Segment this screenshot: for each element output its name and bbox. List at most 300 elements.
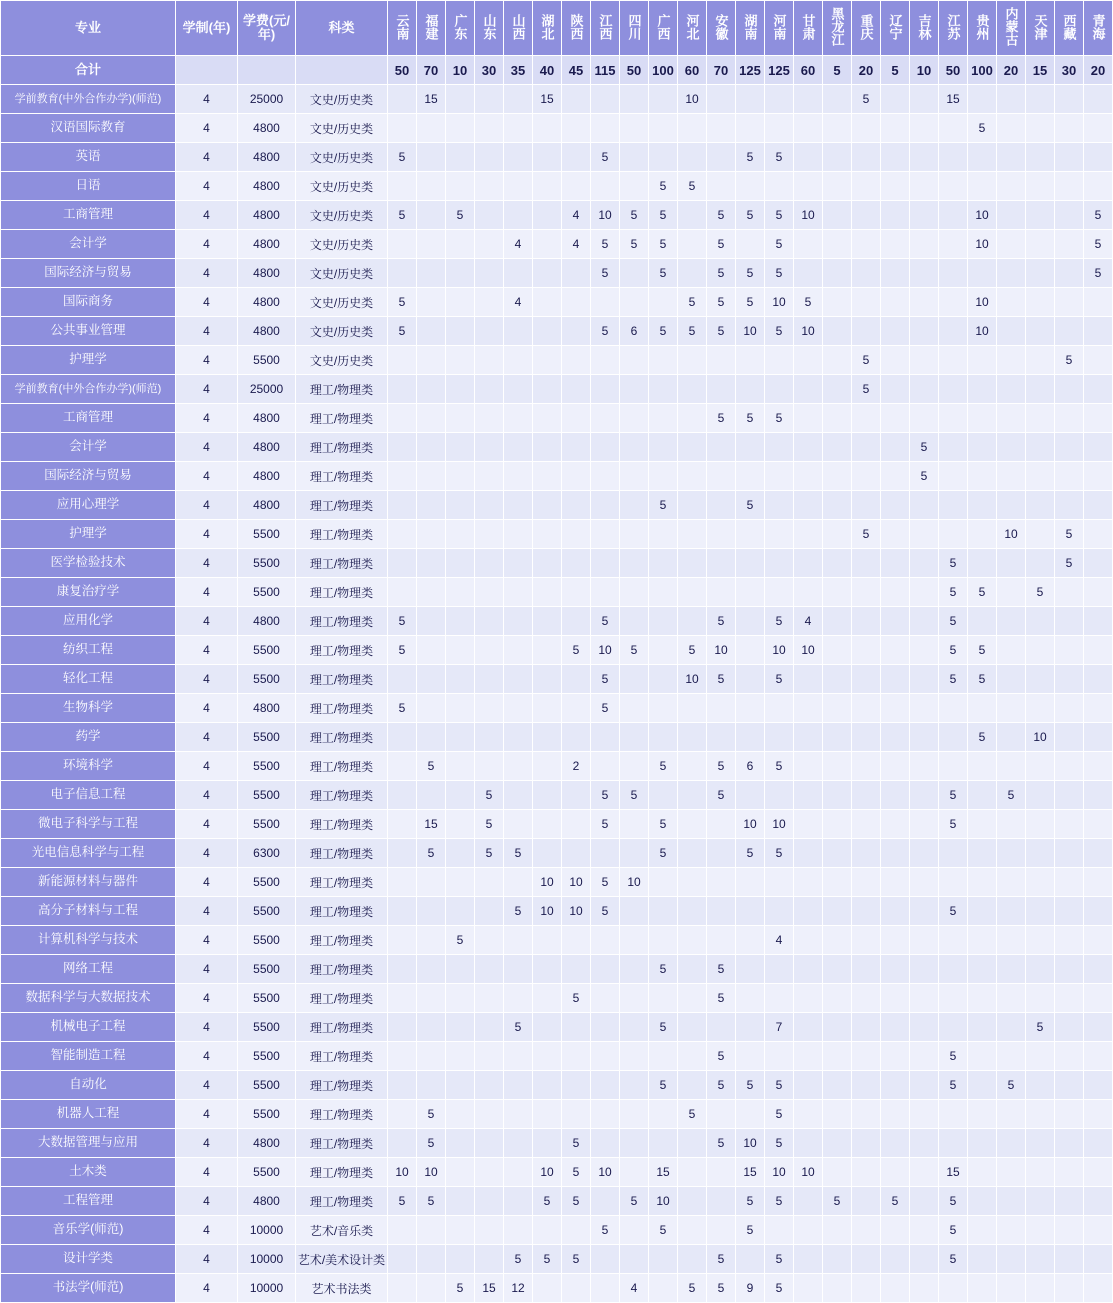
quota-cell [765,520,794,549]
quota-cell [649,868,678,897]
quota-cell [968,491,997,520]
quota-cell [678,375,707,404]
quota-cell [939,520,968,549]
quota-cell [562,839,591,868]
quota-cell: 5 [736,839,765,868]
quota-cell [591,723,620,752]
quota-cell [1055,288,1084,317]
quota-cell [823,723,852,752]
major-name-cell: 机械电子工程 [1,1013,176,1042]
quota-cell: 5 [736,259,765,288]
category-cell: 艺术书法类 [296,1274,388,1303]
quota-cell [997,433,1026,462]
fee-cell: 5500 [238,636,296,665]
quota-cell [417,578,446,607]
quota-cell [707,433,736,462]
quota-cell [794,259,823,288]
quota-cell [446,114,475,143]
quota-cell [533,230,562,259]
header-province: 河北 [678,1,707,56]
quota-cell [591,1245,620,1274]
quota-cell [823,578,852,607]
quota-cell: 5 [591,868,620,897]
quota-cell [852,1216,881,1245]
quota-cell [1026,143,1055,172]
fee-cell: 5500 [238,1071,296,1100]
quota-cell [678,1071,707,1100]
quota-cell: 10 [649,1187,678,1216]
header-province: 福建 [417,1,446,56]
quota-cell [446,1158,475,1187]
quota-cell [1026,259,1055,288]
quota-cell [736,665,765,694]
quota-cell [881,114,910,143]
quota-cell [678,897,707,926]
quota-cell [417,1216,446,1245]
quota-cell: 5 [939,781,968,810]
quota-cell [504,172,533,201]
quota-cell [620,926,649,955]
table-row [1,288,1113,317]
quota-cell [533,549,562,578]
quota-cell: 5 [388,201,417,230]
quota-cell [852,868,881,897]
quota-cell [417,723,446,752]
quota-cell [446,984,475,1013]
quota-cell [649,1274,678,1303]
quota-cell [475,346,504,375]
table-row [1,926,1113,955]
quota-cell [649,694,678,723]
quota-cell [794,172,823,201]
quota-cell [417,172,446,201]
quota-cell [620,1013,649,1042]
quota-cell: 5 [504,897,533,926]
quota-cell [852,752,881,781]
quota-cell [881,1129,910,1158]
table-row [1,752,1113,781]
quota-cell: 5 [707,607,736,636]
quota-cell [533,1013,562,1042]
quota-cell [475,259,504,288]
years-cell: 4 [176,723,238,752]
quota-cell [1084,288,1113,317]
years-cell: 4 [176,984,238,1013]
quota-cell [736,694,765,723]
fee-cell: 4800 [238,607,296,636]
quota-cell [1084,723,1113,752]
quota-cell [649,607,678,636]
major-name-cell: 应用心理学 [1,491,176,520]
quota-cell [939,1013,968,1042]
quota-cell: 5 [475,781,504,810]
table-row [1,375,1113,404]
quota-cell: 5 [504,839,533,868]
quota-cell [852,1158,881,1187]
quota-cell [997,868,1026,897]
header-row [1,1,1113,56]
quota-cell [1026,1274,1055,1303]
quota-cell: 10 [736,810,765,839]
quota-cell: 5 [736,404,765,433]
fee-cell: 5500 [238,955,296,984]
quota-cell: 15 [417,810,446,839]
quota-cell: 5 [533,1187,562,1216]
quota-cell [707,723,736,752]
quota-cell [823,926,852,955]
table-row [1,230,1113,259]
quota-cell [881,1274,910,1303]
quota-cell: 15 [649,1158,678,1187]
quota-cell [939,752,968,781]
quota-cell [562,1071,591,1100]
quota-cell [475,694,504,723]
quota-cell [910,723,939,752]
quota-cell [852,1245,881,1274]
quota-cell [591,839,620,868]
quota-cell: 5 [649,317,678,346]
fee-cell: 4800 [238,201,296,230]
quota-cell: 5 [417,839,446,868]
quota-cell [475,984,504,1013]
quota-cell [823,1158,852,1187]
quota-cell [620,520,649,549]
quota-cell [997,172,1026,201]
quota-cell [707,1013,736,1042]
quota-cell [823,984,852,1013]
total-value-cell: 50 [388,56,417,85]
header-province: 湖北 [533,1,562,56]
quota-cell [533,578,562,607]
quota-cell [968,839,997,868]
quota-cell [446,607,475,636]
quota-cell [707,868,736,897]
table-row [1,114,1113,143]
category-cell: 理工/物理类 [296,578,388,607]
category-cell: 理工/物理类 [296,665,388,694]
quota-cell [1055,694,1084,723]
quota-cell [823,317,852,346]
quota-cell [562,114,591,143]
quota-cell [388,665,417,694]
quota-cell [388,1100,417,1129]
quota-cell [736,346,765,375]
quota-cell [881,607,910,636]
quota-cell [910,1158,939,1187]
quota-cell [852,781,881,810]
quota-cell [475,1100,504,1129]
quota-cell [475,1158,504,1187]
quota-cell [968,259,997,288]
quota-cell [794,955,823,984]
years-cell: 4 [176,694,238,723]
quota-cell [591,984,620,1013]
quota-cell [1026,375,1055,404]
quota-cell [620,1100,649,1129]
quota-cell [475,143,504,172]
quota-cell [620,607,649,636]
quota-cell [997,636,1026,665]
quota-cell [504,375,533,404]
major-name-cell: 公共事业管理 [1,317,176,346]
quota-cell: 10 [591,201,620,230]
quota-cell [997,143,1026,172]
quota-cell [562,955,591,984]
quota-cell [997,1042,1026,1071]
major-name-cell: 康复治疗学 [1,578,176,607]
quota-cell: 5 [591,694,620,723]
quota-cell [620,578,649,607]
quota-cell [562,404,591,433]
quota-cell [997,317,1026,346]
quota-cell [446,1100,475,1129]
quota-cell: 10 [1026,723,1055,752]
quota-cell [475,926,504,955]
quota-cell [678,462,707,491]
category-cell: 文史/历史类 [296,288,388,317]
table-row [1,897,1113,926]
quota-cell [620,694,649,723]
quota-cell [997,665,1026,694]
quota-cell [968,1245,997,1274]
quota-cell [678,984,707,1013]
quota-cell [446,1129,475,1158]
quota-cell [939,1100,968,1129]
total-value-cell: 45 [562,56,591,85]
quota-cell [736,984,765,1013]
quota-cell [591,85,620,114]
quota-cell [1084,1187,1113,1216]
fee-cell: 5500 [238,926,296,955]
quota-cell [649,926,678,955]
fee-cell: 5500 [238,549,296,578]
header-province: 广东 [446,1,475,56]
quota-cell [417,259,446,288]
quota-cell: 5 [388,694,417,723]
quota-cell [1084,172,1113,201]
quota-cell [1026,897,1055,926]
quota-cell [707,549,736,578]
quota-cell [823,491,852,520]
total-value-cell: 125 [736,56,765,85]
header-province: 陕西 [562,1,591,56]
quota-cell [620,491,649,520]
table-row [1,143,1113,172]
quota-cell [852,230,881,259]
quota-cell [852,462,881,491]
quota-cell [562,375,591,404]
quota-cell [881,955,910,984]
quota-cell [823,607,852,636]
table-row [1,520,1113,549]
table-row [1,346,1113,375]
quota-cell: 9 [736,1274,765,1303]
quota-cell [765,549,794,578]
quota-cell [533,723,562,752]
quota-cell: 5 [678,288,707,317]
quota-cell [1055,1245,1084,1274]
quota-cell [1026,1187,1055,1216]
quota-cell [852,926,881,955]
quota-cell [997,230,1026,259]
quota-cell [707,346,736,375]
total-value-cell: 20 [997,56,1026,85]
quota-cell [707,578,736,607]
quota-cell [910,404,939,433]
quota-cell [910,1129,939,1158]
quota-cell [533,1129,562,1158]
quota-cell: 5 [620,201,649,230]
quota-cell [1026,1158,1055,1187]
quota-cell: 5 [707,1042,736,1071]
major-name-cell: 网络工程 [1,955,176,984]
quota-cell [997,1129,1026,1158]
quota-cell [620,1071,649,1100]
header-province: 山东 [475,1,504,56]
total-value-cell: 40 [533,56,562,85]
category-cell: 文史/历史类 [296,143,388,172]
quota-cell [591,288,620,317]
quota-cell: 5 [591,607,620,636]
quota-cell [1084,433,1113,462]
quota-cell [707,694,736,723]
quota-cell [1026,172,1055,201]
quota-cell: 10 [707,636,736,665]
quota-cell [620,433,649,462]
fee-cell: 5500 [238,868,296,897]
quota-cell: 5 [707,288,736,317]
quota-cell [852,288,881,317]
quota-cell [910,1013,939,1042]
quota-cell [591,462,620,491]
quota-cell [562,781,591,810]
quota-cell [591,1100,620,1129]
quota-cell [1084,404,1113,433]
quota-cell [533,491,562,520]
table-row [1,1158,1113,1187]
quota-cell [881,1100,910,1129]
quota-cell [852,723,881,752]
quota-cell [968,520,997,549]
quota-cell: 5 [1055,346,1084,375]
fee-cell: 4800 [238,114,296,143]
total-value-cell: 10 [910,56,939,85]
quota-cell: 5 [736,1187,765,1216]
quota-cell [1084,1042,1113,1071]
quota-cell [823,172,852,201]
quota-cell [823,288,852,317]
quota-cell [388,1042,417,1071]
quota-cell [533,607,562,636]
quota-cell [620,1216,649,1245]
quota-cell [446,839,475,868]
quota-cell: 5 [475,810,504,839]
quota-cell: 10 [997,520,1026,549]
quota-cell: 4 [562,201,591,230]
quota-cell [852,810,881,839]
quota-cell [475,1129,504,1158]
quota-cell [446,694,475,723]
quota-cell [475,578,504,607]
quota-cell [910,375,939,404]
total-value-cell: 35 [504,56,533,85]
quota-cell [446,230,475,259]
quota-cell: 5 [591,230,620,259]
quota-cell [620,549,649,578]
quota-cell [562,694,591,723]
quota-cell [1055,955,1084,984]
quota-cell [881,1071,910,1100]
quota-cell: 5 [591,259,620,288]
quota-cell [620,897,649,926]
quota-cell: 10 [533,1158,562,1187]
major-name-cell: 英语 [1,143,176,172]
quota-cell [417,143,446,172]
quota-cell [910,810,939,839]
quota-cell [881,897,910,926]
quota-cell [591,433,620,462]
quota-cell [388,1071,417,1100]
quota-cell: 5 [707,404,736,433]
total-value-cell: 100 [649,56,678,85]
total-value-cell: 60 [794,56,823,85]
quota-cell [504,984,533,1013]
quota-cell [910,1245,939,1274]
quota-cell [736,462,765,491]
quota-cell [910,781,939,810]
major-name-cell: 汉语国际教育 [1,114,176,143]
category-cell: 理工/物理类 [296,1071,388,1100]
table-row [1,433,1113,462]
quota-cell [736,578,765,607]
quota-cell [939,172,968,201]
quota-cell [620,114,649,143]
quota-cell [736,433,765,462]
table-row [1,723,1113,752]
quota-cell: 6 [736,752,765,781]
quota-cell [678,752,707,781]
category-cell: 理工/物理类 [296,781,388,810]
quota-cell [968,984,997,1013]
quota-cell [910,839,939,868]
quota-cell [881,868,910,897]
fee-cell: 4800 [238,288,296,317]
category-cell: 文史/历史类 [296,230,388,259]
quota-cell [823,665,852,694]
table-row [1,665,1113,694]
quota-cell: 5 [765,317,794,346]
quota-cell [446,578,475,607]
quota-cell [881,404,910,433]
quota-cell [765,85,794,114]
major-name-cell: 新能源材料与器件 [1,868,176,897]
quota-cell [649,288,678,317]
quota-cell: 10 [794,317,823,346]
years-cell: 4 [176,578,238,607]
quota-cell [620,346,649,375]
major-name-cell: 音乐学(师范) [1,1216,176,1245]
quota-cell [504,346,533,375]
quota-cell [852,549,881,578]
quota-cell [823,259,852,288]
quota-cell [678,230,707,259]
quota-cell [1055,984,1084,1013]
quota-cell [852,143,881,172]
fee-cell: 25000 [238,375,296,404]
category-cell: 文史/历史类 [296,172,388,201]
quota-cell [997,839,1026,868]
quota-cell [1084,578,1113,607]
